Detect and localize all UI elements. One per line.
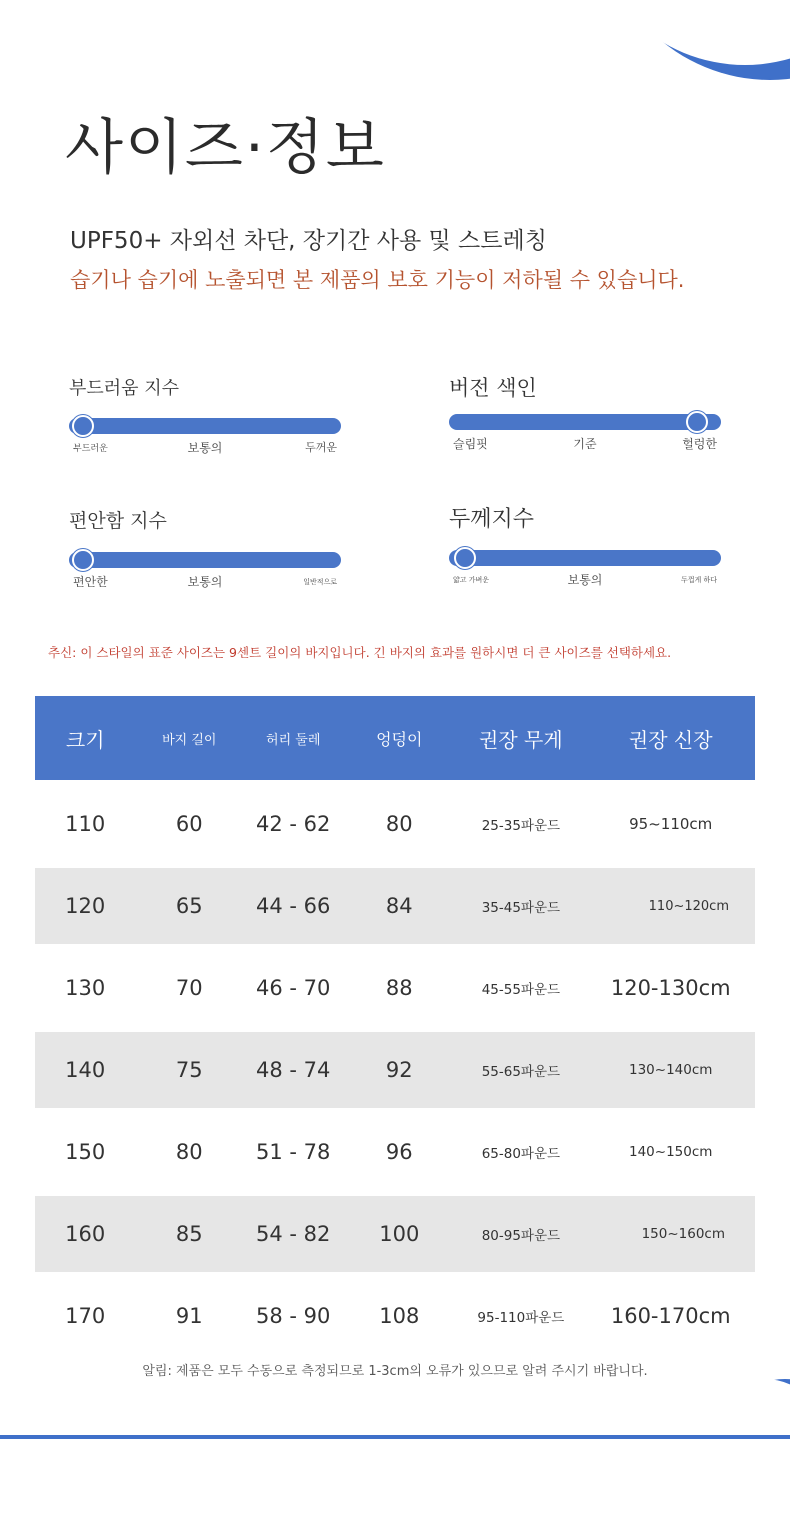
table-row <box>35 1108 755 1196</box>
page-title: 사이즈·정보 <box>65 113 386 183</box>
table-row <box>35 1032 755 1108</box>
cell-height: 150~160cm <box>586 1196 755 1272</box>
table-row <box>35 1196 755 1272</box>
cell-length: 60 <box>175 812 203 836</box>
tick-high: 일반적으로 <box>303 578 337 586</box>
cell-weight: 35-45파운드 <box>455 868 586 944</box>
table-row <box>35 1272 755 1360</box>
size-table <box>35 696 755 1360</box>
cell-waist: 42 - 62 <box>256 812 331 836</box>
cell-weight: 25-35파운드 <box>481 818 561 834</box>
tick-mid: 보통의 <box>187 441 223 455</box>
metric-knob <box>72 415 94 437</box>
metric-ticks <box>69 573 341 589</box>
table-header-row <box>35 696 755 780</box>
header-hip: 엉덩이 <box>343 696 455 780</box>
cell-weight: 45-55파운드 <box>481 982 561 998</box>
cell-waist: 51 - 78 <box>256 1140 331 1164</box>
cell-height: 130~140cm <box>586 1032 755 1108</box>
metric-track <box>69 418 341 434</box>
tick-mid: 보통의 <box>187 575 223 589</box>
tick-low: 부드러운 <box>73 444 108 454</box>
tick-high: 두껍게 하다 <box>680 576 717 584</box>
table-row <box>35 780 755 868</box>
cell-height: 110~120cm <box>586 868 755 944</box>
cell-hip: 88 <box>385 976 413 1000</box>
table-row <box>35 868 755 944</box>
cell-size: 160 <box>35 1196 135 1272</box>
metric-label: 편안함 지수 <box>69 510 167 532</box>
tick-low: 얇고 가벼운 <box>453 576 490 584</box>
metric-thickness <box>449 502 721 587</box>
metric-label: 부드러움 지수 <box>69 378 180 399</box>
cell-waist: 48 - 74 <box>243 1032 343 1108</box>
cell-waist: 54 - 82 <box>243 1196 343 1272</box>
cell-length: 75 <box>135 1032 243 1108</box>
metric-ticks <box>449 435 721 451</box>
metric-comfort <box>69 506 341 589</box>
metric-track <box>449 414 721 430</box>
metric-knob <box>686 411 708 433</box>
cell-hip: 80 <box>385 812 413 836</box>
metric-track <box>449 550 721 566</box>
cell-waist: 44 - 66 <box>243 868 343 944</box>
cell-size: 130 <box>65 976 106 1000</box>
metric-ticks <box>449 571 721 587</box>
cell-hip: 108 <box>379 1304 420 1328</box>
cell-height: 160-170cm <box>610 1304 731 1328</box>
bottom-accent-line <box>0 1435 790 1439</box>
cell-size: 140 <box>35 1032 135 1108</box>
cell-weight: 55-65파운드 <box>455 1032 586 1108</box>
metric-label: 버전 색인 <box>449 376 537 400</box>
tick-low: 편안한 <box>73 575 108 589</box>
cell-size: 120 <box>35 868 135 944</box>
cell-weight: 65-80파운드 <box>481 1146 561 1162</box>
metric-knob <box>454 547 476 569</box>
header-weight: 권장 무게 <box>455 696 586 780</box>
metric-fit <box>449 372 721 451</box>
size-note: 추신: 이 스타일의 표준 사이즈는 9센트 길이의 바지입니다. 긴 바지의 효과를 원하시면 더 큰 사이즈를 선택하세요. <box>48 645 672 660</box>
corner-decoration-bottom-mask <box>700 1379 790 1519</box>
metric-label: 두께지수 <box>449 507 535 532</box>
tick-high: 두꺼운 <box>305 441 337 454</box>
tick-low: 슬림핏 <box>453 437 488 451</box>
tick-high: 헐렁한 <box>682 437 717 451</box>
metric-ticks <box>69 439 341 455</box>
feature-text: UPF50+ 자외선 차단, 장기간 사용 및 스트레칭 <box>70 228 547 254</box>
cell-length: 65 <box>135 868 243 944</box>
cell-weight: 80-95파운드 <box>455 1196 586 1272</box>
cell-hip: 96 <box>385 1140 413 1164</box>
cell-hip: 100 <box>343 1196 455 1272</box>
cell-size: 110 <box>65 812 106 836</box>
cell-length: 91 <box>175 1304 203 1328</box>
cell-height: 95~110cm <box>629 815 713 833</box>
header-length: 바지 길이 <box>135 696 243 780</box>
cell-waist: 46 - 70 <box>256 976 331 1000</box>
cell-size: 150 <box>65 1140 106 1164</box>
cell-hip: 84 <box>343 868 455 944</box>
header-height: 권장 신장 <box>586 696 755 780</box>
tick-mid: 보통의 <box>567 573 603 587</box>
table-row <box>35 944 755 1032</box>
tick-mid: 기준 <box>573 437 597 451</box>
cell-waist: 58 - 90 <box>256 1304 331 1328</box>
metric-softness <box>69 374 341 455</box>
cell-length: 85 <box>135 1196 243 1272</box>
cell-size: 170 <box>65 1304 106 1328</box>
cell-length: 70 <box>175 976 203 1000</box>
warning-text: 습기나 습기에 노출되면 본 제품의 보호 기능이 저하될 수 있습니다. <box>70 268 685 292</box>
cell-weight: 95-110파운드 <box>477 1310 565 1326</box>
metric-knob <box>72 549 94 571</box>
header-size: 크기 <box>35 696 135 780</box>
cell-hip: 92 <box>343 1032 455 1108</box>
cell-length: 80 <box>175 1140 203 1164</box>
metric-track <box>69 552 341 568</box>
measurement-notice: 알림: 제품은 모두 수동으로 측정되므로 1-3cm의 오류가 있으므로 알려 주시기 바랍니다. <box>142 1364 648 1379</box>
cell-height: 140~150cm <box>629 1144 713 1160</box>
cell-height: 120-130cm <box>610 976 731 1000</box>
header-waist: 허리 둘레 <box>243 696 343 780</box>
